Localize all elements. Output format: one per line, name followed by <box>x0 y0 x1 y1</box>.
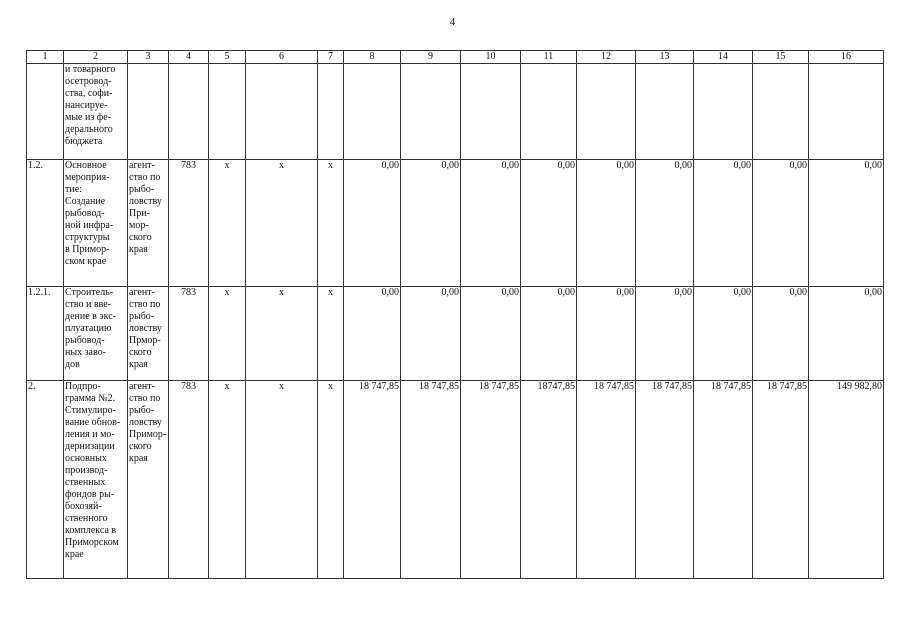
row-vr: x <box>318 381 344 579</box>
row-value: 0,00 <box>694 287 753 381</box>
budget-table <box>26 50 884 579</box>
row-value: 18747,85 <box>521 381 577 579</box>
table-row <box>27 287 884 381</box>
row-grbs: 783 <box>169 381 209 579</box>
row-csr: x <box>246 381 318 579</box>
row-csr <box>246 64 318 160</box>
row-rz: x <box>209 381 246 579</box>
row-grbs <box>169 64 209 160</box>
row-value: 0,00 <box>577 287 636 381</box>
header-cell: 12 <box>577 51 636 64</box>
table-row <box>27 381 884 579</box>
row-value: 18 747,85 <box>694 381 753 579</box>
table-row <box>27 64 884 160</box>
row-name: Основное мероприя- тие: Создание рыбовод- ной инфра- структуры в Примор- ском крае <box>64 160 128 287</box>
row-executor <box>128 64 169 160</box>
row-value: 0,00 <box>461 287 521 381</box>
header-cell: 5 <box>209 51 246 64</box>
row-code <box>27 64 64 160</box>
row-executor: агент- ство по рыбо- ловству Примор- ского края <box>128 381 169 579</box>
row-value <box>753 64 809 160</box>
row-value: 0,00 <box>753 287 809 381</box>
header-cell: 11 <box>521 51 577 64</box>
row-grbs: 783 <box>169 287 209 381</box>
row-rz: x <box>209 160 246 287</box>
row-value: 0,00 <box>344 160 401 287</box>
row-name: Подпро- грамма №2. Стимулиро- вание обнов- ления и мо- дернизации основных производ- ственных фондов ры- бохозяй- ственного комплекса в Приморском крае <box>64 381 128 579</box>
row-value: 18 747,85 <box>636 381 694 579</box>
row-csr: x <box>246 287 318 381</box>
row-value: 18 747,85 <box>461 381 521 579</box>
row-value: 149 982,80 <box>809 381 884 579</box>
row-value <box>694 64 753 160</box>
row-value <box>521 64 577 160</box>
header-cell: 6 <box>246 51 318 64</box>
header-cell: 16 <box>809 51 884 64</box>
row-value: 0,00 <box>521 287 577 381</box>
row-executor: агент- ство по рыбо- ловству Прмор- ского края <box>128 287 169 381</box>
header-cell: 13 <box>636 51 694 64</box>
row-value: 18 747,85 <box>753 381 809 579</box>
row-value: 0,00 <box>809 287 884 381</box>
row-value <box>577 64 636 160</box>
header-cell: 3 <box>128 51 169 64</box>
header-row <box>27 51 884 64</box>
row-value: 0,00 <box>694 160 753 287</box>
header-cell: 10 <box>461 51 521 64</box>
row-value: 0,00 <box>401 287 461 381</box>
row-value: 0,00 <box>636 160 694 287</box>
header-cell: 4 <box>169 51 209 64</box>
row-value: 0,00 <box>401 160 461 287</box>
row-vr: x <box>318 160 344 287</box>
row-code: 1.2.1. <box>27 287 64 381</box>
header-cell: 9 <box>401 51 461 64</box>
row-name: и товарного осетровод- ства, софи- нансируе- мые из фе- дерального бюджета <box>64 64 128 160</box>
row-vr: x <box>318 287 344 381</box>
row-value <box>401 64 461 160</box>
row-rz <box>209 64 246 160</box>
row-value: 18 747,85 <box>344 381 401 579</box>
row-value: 18 747,85 <box>401 381 461 579</box>
row-value: 0,00 <box>636 287 694 381</box>
header-cell: 14 <box>694 51 753 64</box>
header-cell: 7 <box>318 51 344 64</box>
header-cell: 2 <box>64 51 128 64</box>
table-row <box>27 160 884 287</box>
row-name: Строитель- ство и вве- дение в экс- плуатацию рыбовод- ных заво- дов <box>64 287 128 381</box>
row-code: 1.2. <box>27 160 64 287</box>
page-number: 4 <box>449 16 456 28</box>
row-value <box>636 64 694 160</box>
row-value: 0,00 <box>461 160 521 287</box>
row-value: 0,00 <box>344 287 401 381</box>
row-code: 2. <box>27 381 64 579</box>
row-csr: x <box>246 160 318 287</box>
row-rz: x <box>209 287 246 381</box>
row-value: 18 747,85 <box>577 381 636 579</box>
row-value <box>809 64 884 160</box>
row-value: 0,00 <box>577 160 636 287</box>
row-grbs: 783 <box>169 160 209 287</box>
row-value <box>344 64 401 160</box>
row-value: 0,00 <box>521 160 577 287</box>
row-vr <box>318 64 344 160</box>
row-value: 0,00 <box>809 160 884 287</box>
header-cell: 15 <box>753 51 809 64</box>
row-value <box>461 64 521 160</box>
header-cell: 8 <box>344 51 401 64</box>
header-cell: 1 <box>27 51 64 64</box>
row-executor: агент- ство по рыбо- ловству При- мор- ского края <box>128 160 169 287</box>
row-value: 0,00 <box>753 160 809 287</box>
